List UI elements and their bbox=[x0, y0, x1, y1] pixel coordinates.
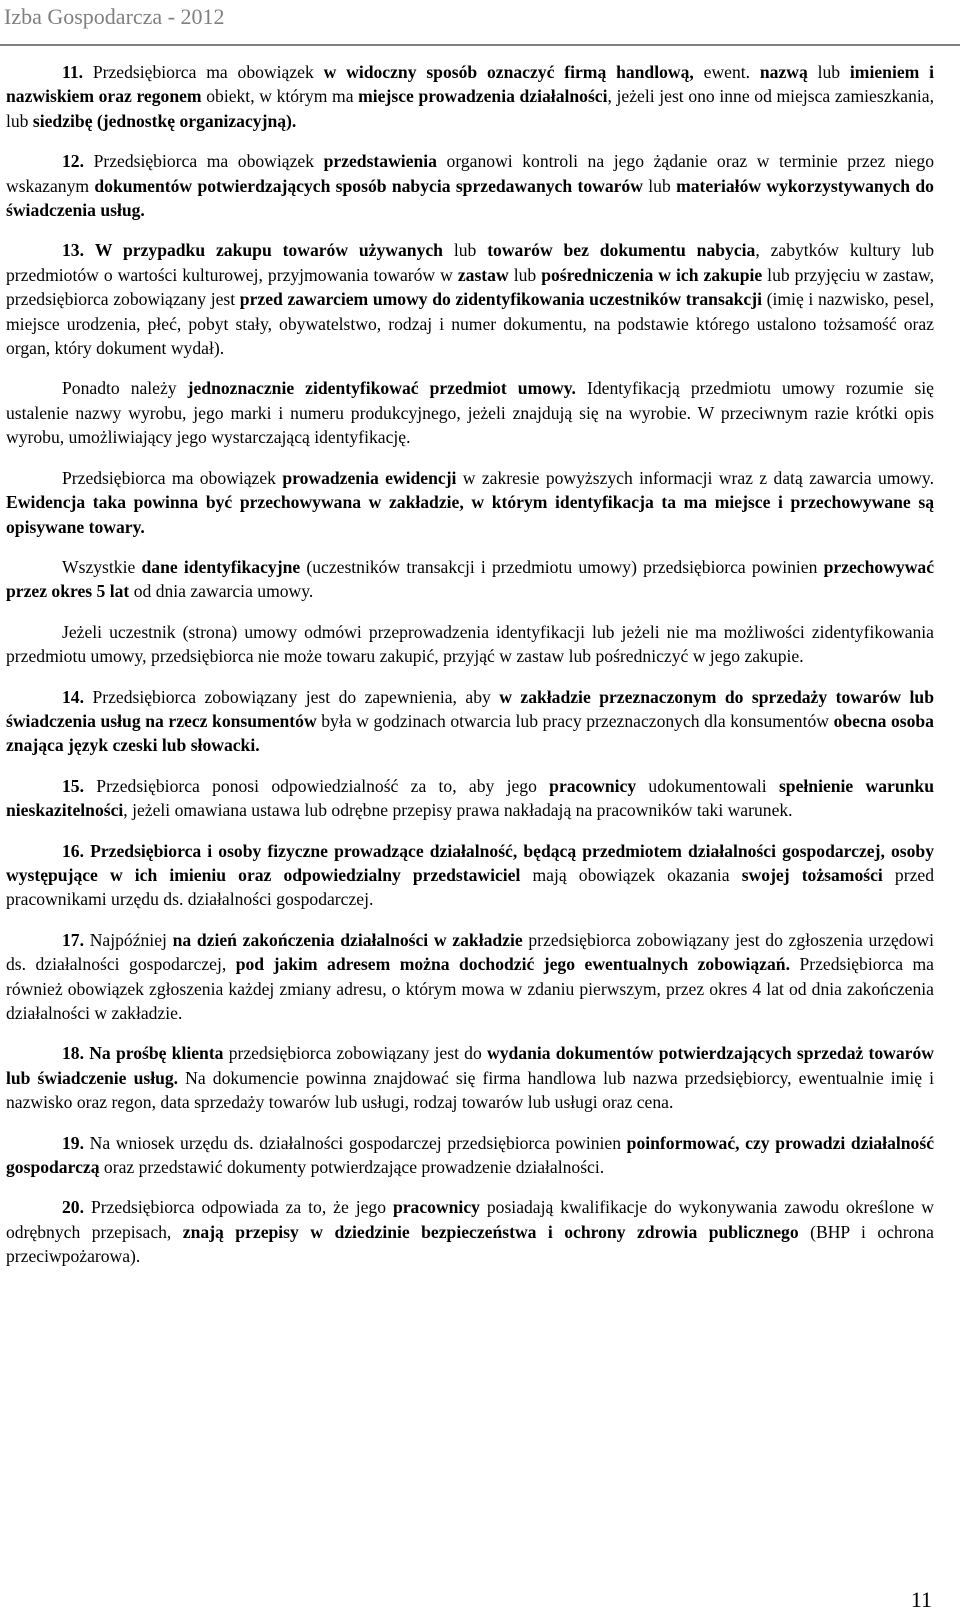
bold-text-run: materiałów wykorzystywanych do świadczenia usług. bbox=[6, 175, 934, 221]
bold-text-run: Na prośbę klienta bbox=[89, 1043, 224, 1064]
text-run: Na wniosek urzędu ds. działalności gospodarczej przedsiębiorca powinien bbox=[84, 1132, 627, 1153]
bold-text-run: w zakładzie przeznaczonym do sprzedaży towarów lub świadczenia usług na rzecz konsumentów bbox=[6, 686, 934, 731]
text-run: Przedsiębiorca ma obowiązek bbox=[84, 151, 324, 172]
text-run: przed pracownikami urzędu ds. działalności gospodarczej. bbox=[6, 864, 934, 910]
text-run: Przedsiębiorca zobowiązany jest do zapewnienia, aby bbox=[84, 686, 500, 707]
bold-text-run: pod jakim adresem można dochodzić jego ewentualnych zobowiązań. bbox=[235, 954, 790, 975]
paragraph bbox=[6, 555, 934, 604]
text-run: lub bbox=[642, 175, 677, 196]
text-run: lub bbox=[508, 264, 542, 285]
text-run: Na dokumencie powinna znajdować się firma handlowa lub nazwa przedsiębiorcy, ewentualnie imię i nazwisko oraz regon, data sprzedaży towarów lub usługi, rodzaj towarów lub usługi oraz cena. bbox=[6, 1067, 934, 1113]
bold-text-run: siedzibę (jednostkę organizacyjną). bbox=[32, 110, 297, 131]
bold-text-run: 19. bbox=[62, 1132, 84, 1153]
text-run: przedsiębiorca zobowiązany jest do zgłoszenia urzędowi ds. działalności gospodarczej, bbox=[6, 929, 934, 975]
paragraph bbox=[6, 149, 934, 222]
bold-text-run: dane identyfikacyjne bbox=[141, 556, 301, 577]
bold-text-run: nazwą bbox=[759, 62, 808, 82]
text-run: lub bbox=[442, 240, 488, 261]
page-number: 11 bbox=[910, 1587, 932, 1612]
bold-text-run: imieniem i nazwiskiem oraz regonem bbox=[6, 62, 935, 107]
paragraph bbox=[6, 839, 934, 912]
text-run: Przedsiębiorca ma obowiązek bbox=[83, 62, 324, 82]
bold-text-run: 20. bbox=[62, 1197, 84, 1218]
paragraph bbox=[6, 1041, 934, 1114]
bold-text-run: 11. bbox=[62, 62, 84, 82]
paragraph bbox=[6, 774, 934, 823]
bold-text-run: przechowywać przez okres 5 lat bbox=[6, 556, 935, 602]
bold-text-run: 15. bbox=[62, 775, 84, 796]
text-run: Przedsiębiorca odpowiada za to, że jego bbox=[84, 1197, 393, 1218]
paragraph bbox=[6, 466, 934, 539]
text-run: Najpóźniej bbox=[84, 929, 173, 950]
bold-text-run: znają przepisy w dziedzinie bezpieczeństwa i ochrony zdrowia publicznego bbox=[182, 1221, 799, 1242]
header-title: Izba Gospodarcza - 2012 bbox=[4, 4, 225, 29]
text-run: Ponadto należy bbox=[62, 378, 188, 399]
text-run: obiekt, w którym ma bbox=[201, 86, 359, 107]
bold-text-run: poinformować, czy prowadzi działalność gospodarczą bbox=[6, 1132, 934, 1178]
bold-text-run: przedstawienia bbox=[323, 151, 437, 172]
bold-text-run: W przypadku zakupu towarów używanych bbox=[94, 240, 443, 261]
text-run: (uczestników transakcji i przedmiotu umowy) przedsiębiorca powinien bbox=[300, 556, 824, 577]
bold-text-run: w widoczny sposób oznaczyć firmą handlową, bbox=[323, 62, 694, 82]
bold-text-run: pracownicy bbox=[549, 775, 637, 796]
bold-text-run: pośredniczenia w ich zakupie bbox=[541, 264, 763, 285]
text-run: Przedsiębiorca ma obowiązek bbox=[62, 467, 283, 488]
paragraph bbox=[6, 238, 934, 360]
bold-text-run: wydania dokumentów potwierdzających sprzedaż towarów lub świadczenie usług. bbox=[6, 1043, 934, 1088]
text-run: , jeżeli omawiana ustawa lub odrębne przepisy prawa nakładają na pracowników taki warunek. bbox=[123, 800, 793, 821]
bold-text-run: prowadzenia ewidencji bbox=[282, 467, 457, 488]
bold-text-run: Przedsiębiorca i osoby fizyczne prowadzące działalność, będącą przedmiotem działalności gospodarczej, osoby występujące w ich imieniu oraz odpowiedzialny przedstawiciel bbox=[6, 840, 934, 885]
text-run: posiadają kwalifikacje do wykonywania zawodu określone w odrębnych przepisach, bbox=[6, 1197, 934, 1242]
text-run: (BHP i ochrona przeciwpożarowa). bbox=[6, 1221, 934, 1267]
text-run: organowi kontroli na jego żądanie oraz w terminie przez niego wskazanym bbox=[6, 151, 935, 196]
text-run: od dnia zawarcia umowy. bbox=[129, 581, 314, 602]
bold-text-run: Ewidencja taka powinna być przechowywana w zakładzie, w którym identyfikacja ta ma miejsce i przechowywane są opisywane towary. bbox=[6, 492, 934, 537]
paragraph bbox=[6, 928, 934, 1026]
text-run: udokumentowali bbox=[636, 775, 779, 796]
bold-text-run: swojej tożsamości bbox=[741, 864, 883, 885]
bold-text-run: miejsce prowadzenia działalności bbox=[358, 86, 608, 107]
bold-text-run: 16. bbox=[62, 840, 84, 861]
text-run: lub przyjęciu w zastaw, przedsiębiorca zobowiązany jest bbox=[6, 264, 934, 310]
page-header bbox=[0, 0, 960, 46]
text-run: mają obowiązek okazania bbox=[520, 864, 742, 885]
bold-text-run: 18. bbox=[62, 1043, 84, 1064]
text-run: Przedsiębiorca ponosi odpowiedzialność za to, aby jego bbox=[84, 775, 550, 796]
bold-text-run: towarów bez dokumentu nabycia bbox=[487, 240, 756, 261]
text-run: , zabytków kultury lub przedmiotów o wartości kulturowej, przyjmowania towarów w bbox=[6, 240, 934, 285]
paragraph bbox=[6, 376, 934, 449]
text-run: oraz przedstawić dokumenty potwierdzające prowadzenie działalności. bbox=[99, 1157, 605, 1178]
paragraph bbox=[6, 1131, 934, 1180]
text-run: Identyfikacją przedmiotu umowy rozumie się ustalenie nazwy wyrobu, jego marki i numeru produkcyjnego, jeżeli znajdują się na wyrobie. W przeciwnym razie krótki opis wyrobu, umożliwiający jego wystarczającą identyfikację. bbox=[6, 378, 934, 448]
bold-text-run: 17. bbox=[62, 929, 84, 950]
bold-text-run: 12. bbox=[62, 151, 84, 172]
bold-text-run: 14. bbox=[62, 686, 84, 707]
text-run: przedsiębiorca zobowiązany jest do bbox=[223, 1043, 487, 1064]
text-run: ewent. bbox=[693, 62, 760, 82]
paragraph bbox=[6, 1195, 934, 1268]
bold-text-run: 13. bbox=[62, 240, 84, 261]
bold-text-run: pracownicy bbox=[392, 1197, 480, 1218]
text-run: , jeżeli jest ono inne od miejsca zamieszkania, lub bbox=[6, 86, 935, 131]
bold-text-run: dokumentów potwierdzających sposób nabycia sprzedawanych towarów bbox=[94, 175, 643, 196]
text-run: Przedsiębiorca ma również obowiązek zgłoszenia każdej zmiany adresu, o którym mowa w zdaniu pierwszym, przez okres 4 lat od dnia zakończenia działalności w zakładzie. bbox=[6, 954, 934, 1023]
text-run: lub bbox=[807, 62, 850, 82]
paragraph bbox=[6, 620, 934, 669]
bold-text-run: spełnienie warunku nieskazitelności bbox=[6, 775, 934, 821]
paragraph bbox=[6, 60, 934, 133]
text-run: w zakresie powyższych informacji wraz z datą zawarcia umowy. bbox=[456, 467, 934, 488]
text-run: Jeżeli uczestnik (strona) umowy odmówi przeprowadzenia identyfikacji lub jeżeli nie ma możliwości zidentyfikowania przedmiotu umowy, przedsiębiorca nie może towaru zakupić, przyjąć w zastaw lub pośredniczyć w jego zakupie. bbox=[6, 621, 934, 667]
bold-text-run: zastaw bbox=[457, 264, 509, 285]
bold-text-run: jednoznacznie zidentyfikować przedmiot umowy. bbox=[187, 378, 576, 399]
text-run: Wszystkie bbox=[62, 556, 142, 577]
bold-text-run: obecna osoba znająca język czeski lub słowacki. bbox=[6, 710, 934, 756]
bold-text-run: przed zawarciem umowy do zidentyfikowania uczestników transakcji bbox=[239, 289, 762, 310]
paragraph bbox=[6, 685, 934, 758]
text-run bbox=[84, 240, 95, 260]
text-run: była w godzinach otwarcia lub pracy przeznaczonych dla konsumentów bbox=[316, 710, 834, 731]
text-run: (imię i nazwisko, pesel, miejsce urodzenia, płeć, pobyt stały, obywatelstwo, rodzaj i numer dokumentu, na podstawie którego ustalono tożsamość oraz organ, który dokument wydał). bbox=[6, 289, 935, 359]
bold-text-run: na dzień zakończenia działalności w zakładzie bbox=[172, 929, 523, 950]
document-body bbox=[6, 60, 934, 1285]
